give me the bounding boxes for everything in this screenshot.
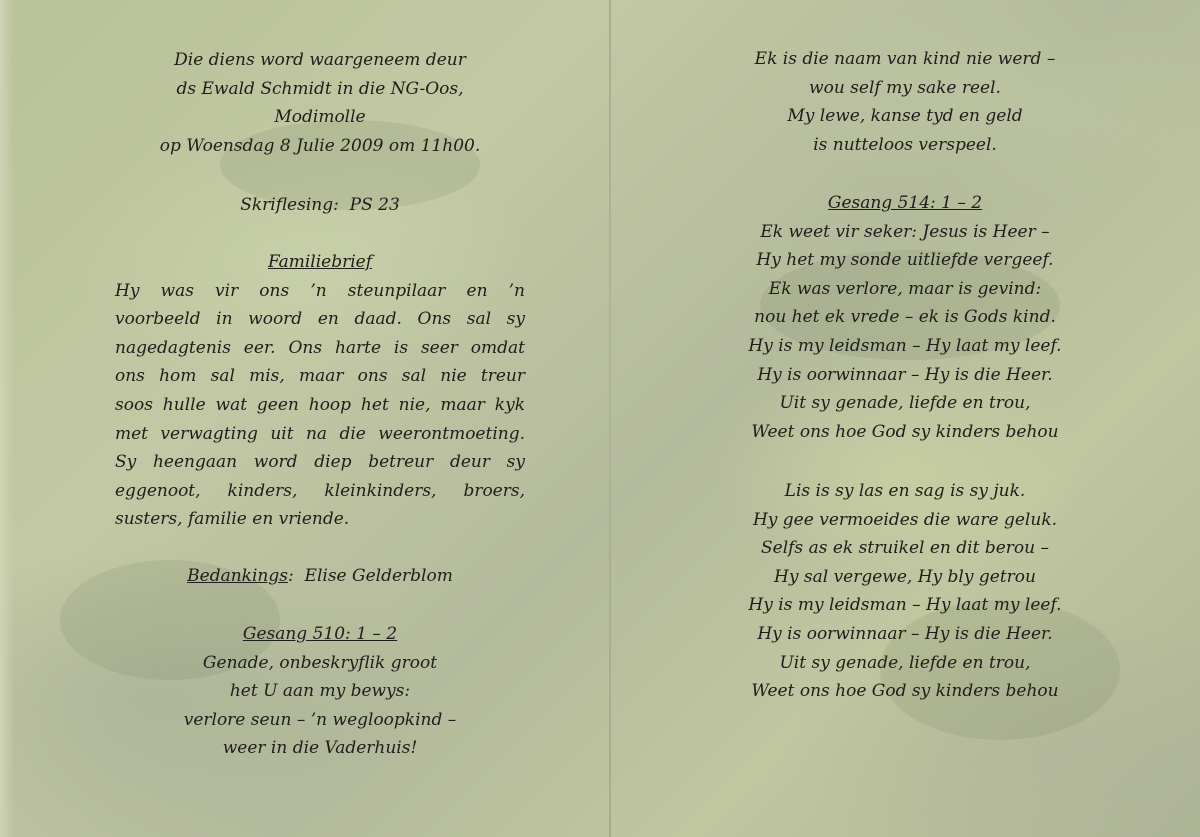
thanks bbox=[115, 562, 525, 591]
hymn-line: Uit sy genade, liefde en trou, bbox=[779, 652, 1031, 673]
service-line: op Woensdag 8 Julie 2009 om 11h00. bbox=[159, 135, 481, 156]
verse-line: wou self my sake reel. bbox=[809, 77, 1001, 98]
hymn-line: Hy is oorwinnaar – Hy is die Heer. bbox=[757, 364, 1053, 385]
verse-line: is nutteloos verspeel. bbox=[813, 134, 997, 155]
reading-label: Skriflesing: bbox=[240, 195, 339, 215]
service-details bbox=[115, 46, 525, 160]
hymn-line: het U aan my bewys: bbox=[229, 681, 411, 702]
hymn-line: Hy gee vermoeides die ware geluk. bbox=[752, 509, 1058, 530]
letter-line: voorbeeld in woord en daad. Ons sal sy bbox=[115, 309, 525, 330]
hymn-line: Hy het my sonde uitliefde vergeef. bbox=[756, 250, 1054, 271]
hymn-line: weer in die Vaderhuis! bbox=[222, 738, 418, 759]
hymn-line: Ek weet vir seker: Jesus is Heer – bbox=[760, 221, 1050, 242]
hymn-514 bbox=[700, 189, 1110, 446]
hymn-line: Hy is my leidsman – Hy laat my leef. bbox=[748, 595, 1062, 616]
hymn-line: Uit sy genade, liefde en trou, bbox=[779, 393, 1031, 414]
verse-continued bbox=[700, 45, 1110, 159]
verse-line: My lewe, kanse tyd en geld bbox=[787, 106, 1023, 127]
family-letter bbox=[115, 248, 525, 534]
paper-edge bbox=[0, 0, 14, 837]
hymn-line: Lis is sy las en sag is sy juk. bbox=[784, 481, 1026, 501]
service-line: ds Ewald Schmidt in die NG-Oos, bbox=[176, 78, 464, 99]
thanks-separator: : bbox=[287, 566, 294, 586]
hymn-line: Weet ons hoe God sy kinders behou bbox=[751, 681, 1059, 702]
hymn-line: Weet ons hoe God sy kinders behou bbox=[751, 421, 1059, 442]
reading-value: PS 23 bbox=[349, 195, 400, 215]
hymn-line: verlore seun – ’n wegloopkind – bbox=[183, 709, 457, 730]
hymn-line: Selfs as ek struikel en dit berou – bbox=[761, 538, 1049, 559]
letter-line: nagedagtenis eer. Ons harte is seer omdat bbox=[115, 337, 525, 358]
letter-line: Hy was vir ons ’n steunpilaar en ’n bbox=[115, 280, 525, 301]
service-line: Die diens word waargeneem deur bbox=[174, 50, 466, 70]
hymn-heading: Gesang 514: 1 – 2 bbox=[827, 193, 983, 213]
hymn-heading: Gesang 510: 1 – 2 bbox=[242, 624, 398, 644]
thanks-label: Bedankings bbox=[187, 566, 288, 586]
service-line: Modimolle bbox=[274, 107, 366, 128]
letter-line: eggenoot, kinders, kleinkinders, broers, bbox=[115, 480, 525, 501]
hymn-line: nou het ek vrede – ek is Gods kind. bbox=[754, 307, 1056, 328]
hymn-514-stanza-2 bbox=[700, 477, 1110, 706]
thanks-value: Elise Gelderblom bbox=[304, 566, 453, 586]
letter-line: soos hulle wat geen hoop het nie, maar kyk bbox=[115, 394, 525, 415]
hymn-line: Ek was verlore, maar is gevind: bbox=[768, 278, 1042, 299]
hymn-line: Genade, onbeskryflik groot bbox=[202, 652, 438, 673]
hymn-line: Hy sal vergewe, Hy bly getrou bbox=[774, 566, 1036, 587]
scripture-reading bbox=[115, 191, 525, 220]
family-letter-heading: Familiebrief bbox=[267, 252, 373, 272]
letter-line: susters, familie en vriende. bbox=[115, 509, 350, 530]
letter-line: ons hom sal mis, maar ons sal nie treur bbox=[115, 366, 525, 387]
verse-line: Ek is die naam van kind nie werd – bbox=[754, 49, 1056, 69]
hymn-line: Hy is my leidsman – Hy laat my leef. bbox=[748, 335, 1062, 356]
letter-line: met verwagting uit na die weerontmoeting. bbox=[115, 423, 525, 444]
letter-line: Sy heengaan word diep betreur deur sy bbox=[115, 452, 525, 473]
hymn-line: Hy is oorwinnaar – Hy is die Heer. bbox=[757, 623, 1053, 644]
hymn-510 bbox=[115, 620, 525, 763]
page-fold bbox=[609, 0, 611, 837]
